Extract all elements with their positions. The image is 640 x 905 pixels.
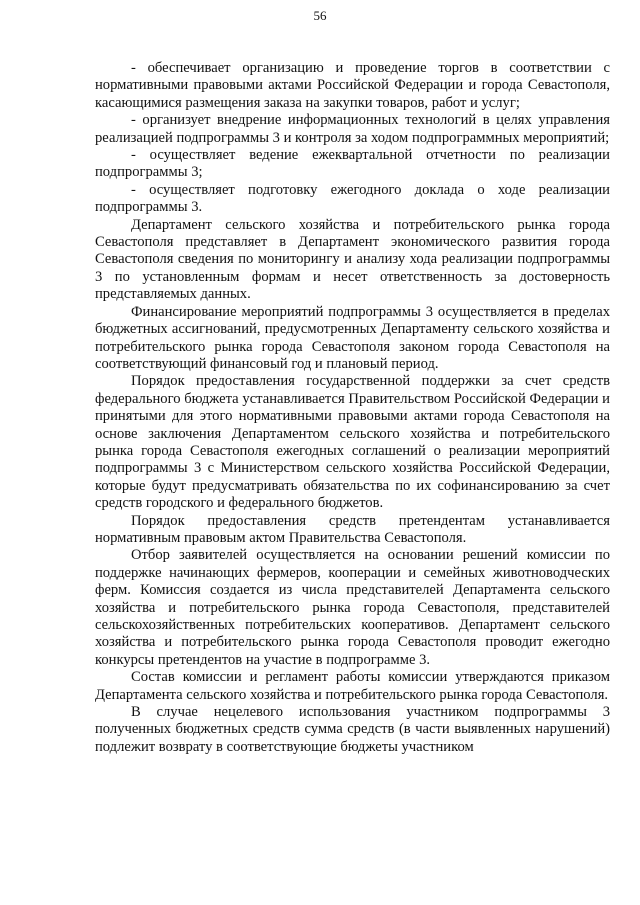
paragraph-1: - обеспечивает организацию и проведение торгов в соответствии с нормативными правовыми актами Российской Федерации и города Севастополя, касающимися размещения заказа на закупки товаров, работ и услуг; (95, 60, 610, 111)
paragraph-4: - осуществляет подготовку ежегодного доклада о ходе реализации подпрограммы 3. (95, 181, 610, 216)
paragraph-11: В случае нецелевого использования участником подпрограммы 3 полученных бюджетных средств сумма средств (в части выявленных нарушений) подлежит возврату в соответствующие бюджеты участником (95, 704, 610, 755)
paragraph-3: - осуществляет ведение ежеквартальной отчетности по реализации подпрограммы 3; (95, 147, 610, 181)
document-body (95, 60, 610, 756)
paragraph-9: Отбор заявителей осуществляется на основании решений комиссии по поддержке начинающих фермеров, кооперации и семейных животноводческих ферм. Комиссия создается из числа представителей Департамента сельского хозяйства и потребительского рынка города Севастополя, представителей сельскохозяйственных потребительских кооперативов. Департамент сельского хозяйства и потребительского рынка города Севастополя проводит ежегодно конкурсы претендентов на участие в подпрограмме 3. (95, 547, 610, 668)
paragraph-10: Состав комиссии и регламент работы комиссии утверждаются приказом Департамента сельского хозяйства и потребительского рынка города Севастополя. (95, 669, 610, 703)
paragraph-8: Порядок предоставления средств претендентам устанавливается нормативным правовым актом Правительства Севастополя. (95, 512, 610, 546)
paragraph-5: Департамент сельского хозяйства и потребительского рынка города Севастополя представляет в Департамент экономического развития города Севастополя сведения по мониторингу и анализу хода реализации подпрограммы 3 по установленным формам и несет ответственность за достоверность представляемых данных. (95, 216, 610, 303)
paragraph-6: Финансирование мероприятий подпрограммы 3 осуществляется в пределах бюджетных ассигнований, предусмотренных Департаменту сельского хозяйства и потребительского рынка города Севастополя законом города Севастополя на соответствующий финансовый год и плановый период. (95, 303, 610, 372)
paragraph-2: - организует внедрение информационных технологий в целях управления реализацией подпрограммы 3 и контроля за ходом подпрограммных мероприятий; (95, 112, 610, 146)
paragraph-7: Порядок предоставления государственной поддержки за счет средств федерального бюджета устанавливается Правительством Российской Федерации и принятыми для этого нормативными правовыми актами города Севастополя на основе заключения Департаментом сельского хозяйства и потребительского рынка города Севастополя ежегодных соглашений о реализации мероприятий подпрограммы 3 с Министерством сельского хозяйства Российской Федерации, которые будут предусматривать обязательства по их софинансированию за счет средств городского и федерального бюджетов. (95, 373, 610, 512)
page-number: 56 (313, 8, 327, 23)
